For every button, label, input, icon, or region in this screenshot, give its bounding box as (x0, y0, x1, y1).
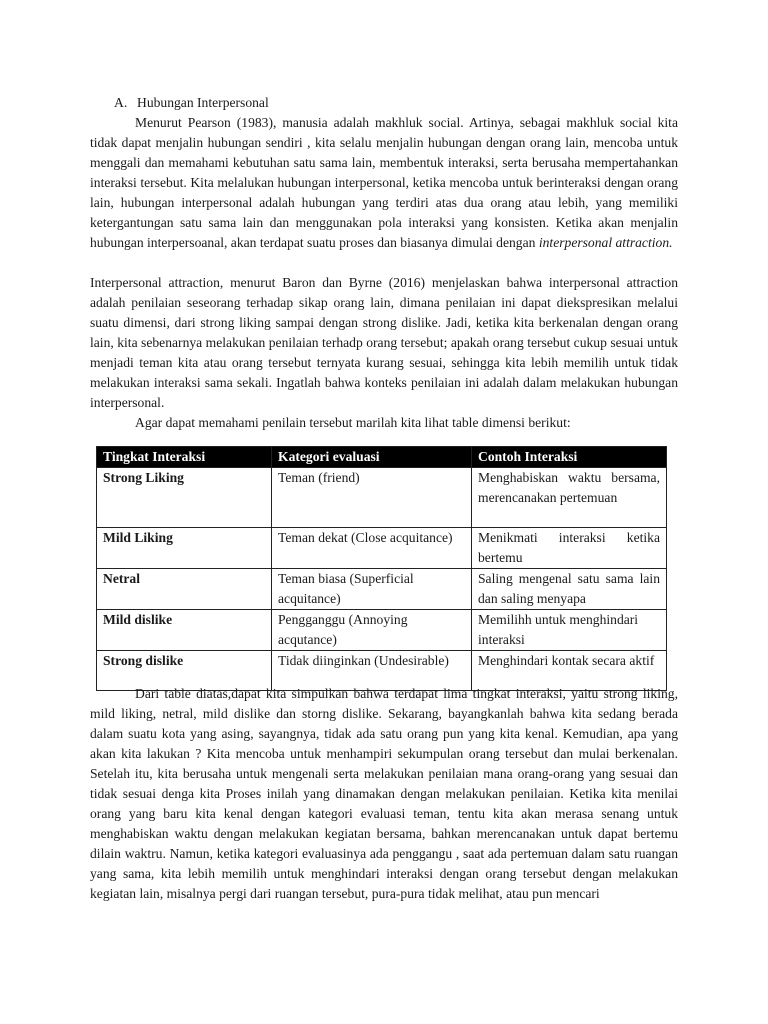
table-row (97, 528, 667, 569)
paragraph-intro (90, 113, 678, 253)
cell-example: Memilihh untuk menghindari interaksi (472, 610, 667, 651)
cell-example: Saling mengenal satu sama lain dan saling menyapa (472, 569, 667, 610)
header-category: Kategori evaluasi (272, 447, 472, 468)
interaction-dimension-table (96, 446, 667, 691)
cell-level: Strong Liking (97, 468, 272, 528)
table-row (97, 610, 667, 651)
header-level: Tingkat Interaksi (97, 447, 272, 468)
cell-category: Teman dekat (Close acquitance) (272, 528, 472, 569)
cell-category: Teman (friend) (272, 468, 472, 528)
table-header-row (97, 447, 667, 468)
cell-example: Menghabiskan waktu bersama, merencanakan pertemuan (472, 468, 667, 528)
cell-category: Pengganggu (Annoying acqutance) (272, 610, 472, 651)
cell-level: Netral (97, 569, 272, 610)
table-row (97, 468, 667, 528)
section-number: A. (114, 95, 128, 110)
paragraph-intro-italic: interpersonal attraction. (538, 235, 673, 250)
cell-example: Menikmati interaksi ketika bertemu (472, 528, 667, 569)
table-row (97, 569, 667, 610)
cell-level: Mild dislike (97, 610, 272, 651)
header-example: Contoh Interaksi (472, 447, 667, 468)
cell-level: Mild Liking (97, 528, 272, 569)
paragraph-attraction: Interpersonal attraction, menurut Baron dan Byrne (2016) menjelaskan bahwa interpersonal attraction adalah penilaian seseorang terhadap sikap orang lain, dimana penilaian ini dapat diekspresikan melalui suatu dimensi, dari strong liking sampai dengan strong dislike. Jadi, ketika kita berkenalan dengan orang lain, kita sebenarnya melakukan penilaian terhadp orang tersebut; apakah orang tersebut cukup sesuai untuk menjadi teman kita atau orang tersebut ternyata kurang sesuai, sehingga kita lebih memilih untuk tidak melakukan interaksi sama sekali. Ingatlah bahwa konteks penilaian ini adalah dalam melakukan hubungan interpersonal. (90, 275, 678, 410)
cell-category: Teman biasa (Superficial acquitance) (272, 569, 472, 610)
cell-category: Tidak diinginkan (Undesirable) (272, 651, 472, 691)
paragraph-intro-text: Menurut Pearson (1983), manusia adalah makhluk social. Artinya, sebagai makhluk social kita tidak dapat menjalin hubungan sendiri , kita selalu menjalin hubungan dengan orang lain, mencoba untuk menggali dan memahami kebutuhan satu sama lain, membentuk interaksi, serta berusaha mempertahankan interaksi tersebut. Kita melalukan hubungan interpersonal, ketika mencoba untuk berinteraksi dengan orang lain, hubungan interpersonal adalah hubungan yang terdiri atas dua orang atau lebih, yang memiliki ketergantungan satu sama lain dan menggunakan pola interaksi yang konsisten. Ketika akan menjalin hubungan interpersoanal, akan terdapat suatu proses dan biasanya dimulai dengan (90, 115, 678, 250)
section-heading (114, 93, 269, 113)
section-title: Hubungan Interpersonal (137, 95, 269, 110)
cell-example: Menghindari kontak secara aktif (472, 651, 667, 691)
cell-level: Strong dislike (97, 651, 272, 691)
paragraph-table-intro: Agar dapat memahami penilain tersebut marilah kita lihat table dimensi berikut: (135, 415, 571, 430)
paragraph-conclusion: Dari table diatas,dapat kita simpulkan bahwa terdapat lima tingkat interaksi, yaitu strong liking, mild liking, netral, mild dislike dan storng dislike. Sekarang, bayangkanlah bahwa kita sedang berada dalam suatu kota yang asing, sayangnya, tidak ada satu orang pun yang kita kenal. Kemudian, apa yang akan kita lakukan ? Kita mencoba untuk menhampiri sekumpulan orang tersebut dan mulai berkenalan. Setelah itu, kita berusaha untuk mengenali serta melakukan penilaian mana orang-orang yang sesuai dan tidak sesuai denga kita Proses inilah yang dinamakan dengan melakukan penilaian. Ketika kita menilai orang yang baru kita kenal dengan kategori evaluasi teman, tentu kita akan merasa senang untuk menghabiskan waktu dengan melakukan kegiatan bersama, bahkan merencanakan untuk dapat bertemu dilain waktru. Namun, ketika kategori evaluasinya ada penggangu , saat ada pertemuan dalam satu ruangan yang sama, kita lebih memilih untuk menghindari interaksi dengan orang tersebut dengan melakukan kegiatan lain, misalnya pergi dari ruangan tersebut, pura-pura tidak melihat, atau pun mencari (90, 686, 678, 901)
